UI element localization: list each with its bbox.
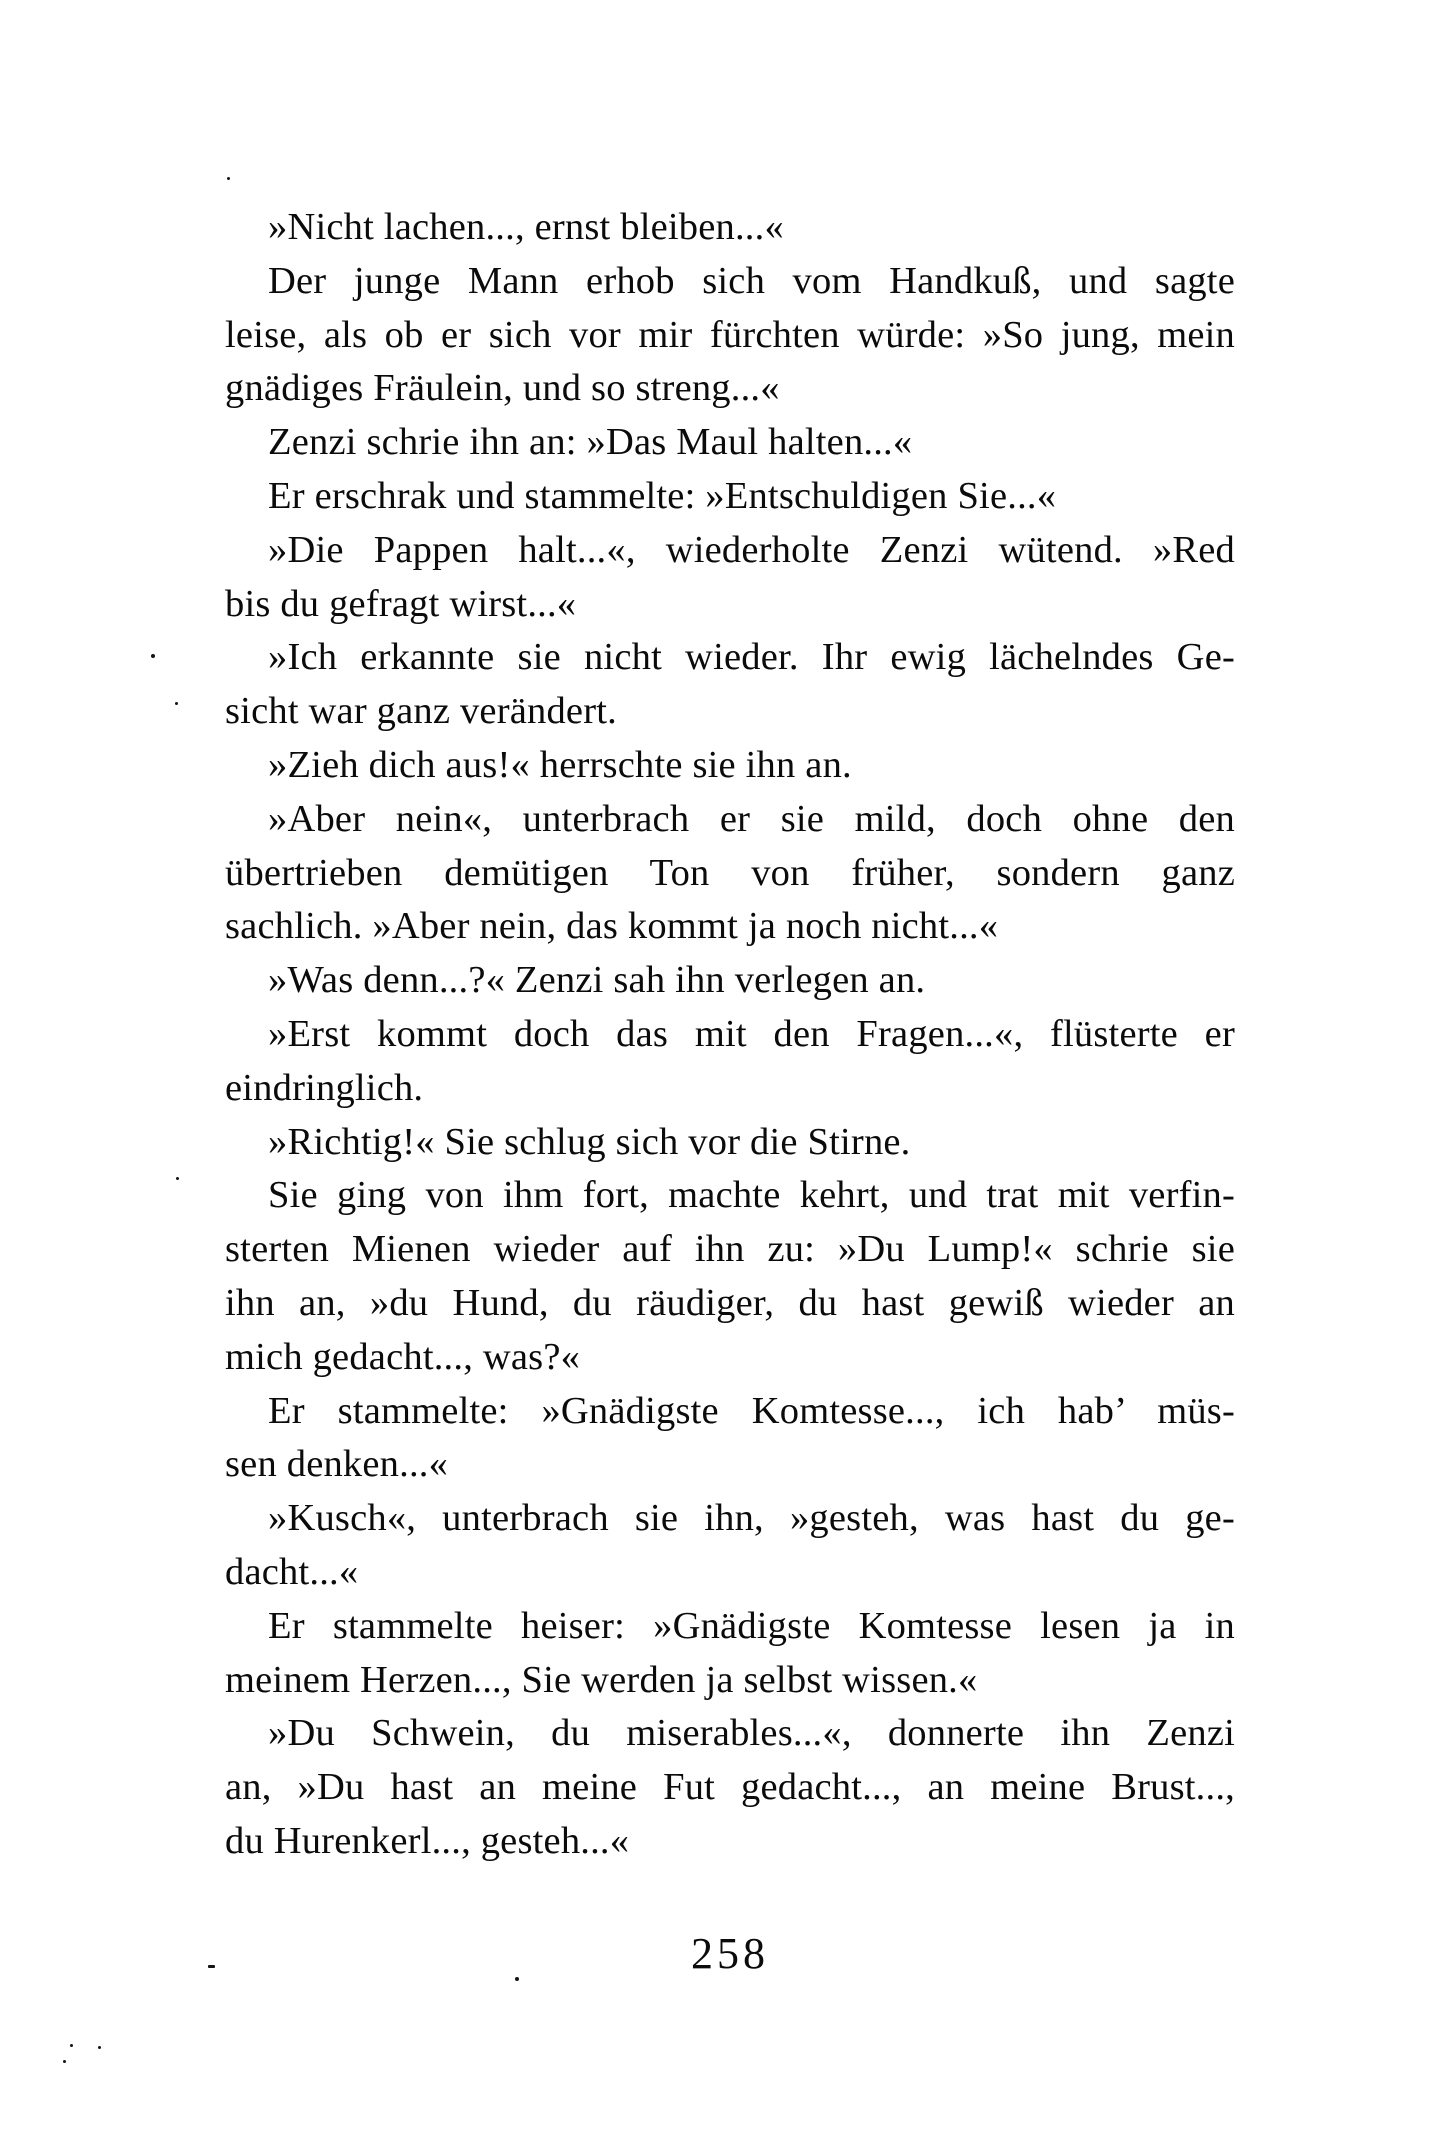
page-number: 258 [691,1929,769,1978]
text-line: »Aber nein«, unterbrach er sie mild, doch ohne den [268,797,1235,840]
scan-speck [176,1177,179,1180]
text-line: sterten Mienen wieder auf ihn zu: »Du Lump!« schrie sie [225,1228,1235,1271]
text-line: »Was denn...?« Zenzi sah ihn verlegen an. [268,959,926,1002]
text-line: leise, als ob er sich vor mir fürchten würde: »So jung, mein [225,313,1235,356]
scan-speck [98,2046,101,2049]
text-line: »Zieh dich aus!« herrschte sie ihn an. [268,743,852,786]
text-line: »Ich erkannte sie nicht wieder. Ihr ewig lächelndes Ge- [268,636,1235,679]
text-line: gnädiges Fräulein, und so streng...« [225,367,780,410]
scan-speck [515,1977,519,1981]
text-line: »Du Schwein, du miserables...«, donnerte ihn Zenzi [268,1712,1235,1755]
text-line: ihn an, »du Hund, du räudiger, du hast gewiß wieder an [225,1281,1235,1324]
text-line: sachlich. »Aber nein, das kommt ja noch nicht...« [225,905,999,948]
text-line: Zenzi schrie ihn an: »Das Maul halten...« [268,421,913,464]
scan-speck [227,177,230,180]
text-line: meinem Herzen..., Sie werden ja selbst wissen.« [225,1658,978,1701]
text-line: »Kusch«, unterbrach sie ihn, »gesteh, was hast du ge- [268,1497,1235,1540]
text-line: sen denken...« [225,1443,449,1486]
text-line: Er stammelte: »Gnädigste Komtesse..., ich hab’ müs- [268,1389,1235,1432]
text-line: Er stammelte heiser: »Gnädigste Komtesse lesen ja in [268,1604,1235,1647]
text-line: »Nicht lachen..., ernst bleiben...« [268,206,784,248]
text-line: an, »Du hast an meine Fut gedacht..., an meine Brust..., [225,1766,1235,1809]
text-line: sicht war ganz verändert. [225,690,617,733]
text-line: »Erst kommt doch das mit den Fragen...«, flüsterte er [268,1012,1235,1055]
text-line: übertrieben demütigen Ton von früher, sondern ganz [225,851,1235,894]
text-line: Er erschrak und stammelte: »Entschuldigen Sie...« [268,474,1057,517]
text-line: dacht...« [225,1550,359,1593]
text-line: mich gedacht..., was?« [225,1335,581,1378]
text-line: »Die Pappen halt...«, wiederholte Zenzi wütend. »Red [268,528,1235,571]
scan-speck [175,702,178,705]
text-line: eindringlich. [225,1066,424,1109]
scan-speck [63,2060,66,2063]
text-block [225,201,1235,1869]
text-line: Sie ging von ihm fort, machte kehrt, und trat mit verfin- [268,1174,1235,1217]
text-line: Der junge Mann erhob sich vom Handkuß, und sagte [268,259,1235,302]
text-line: bis du gefragt wirst...« [225,582,577,625]
scan-speck [70,2044,73,2047]
text-line: »Richtig!« Sie schlug sich vor die Stirne. [268,1120,911,1163]
scan-speck [151,654,155,658]
text-line: du Hurenkerl..., gesteh...« [225,1819,630,1862]
scan-speck [208,1965,215,1968]
